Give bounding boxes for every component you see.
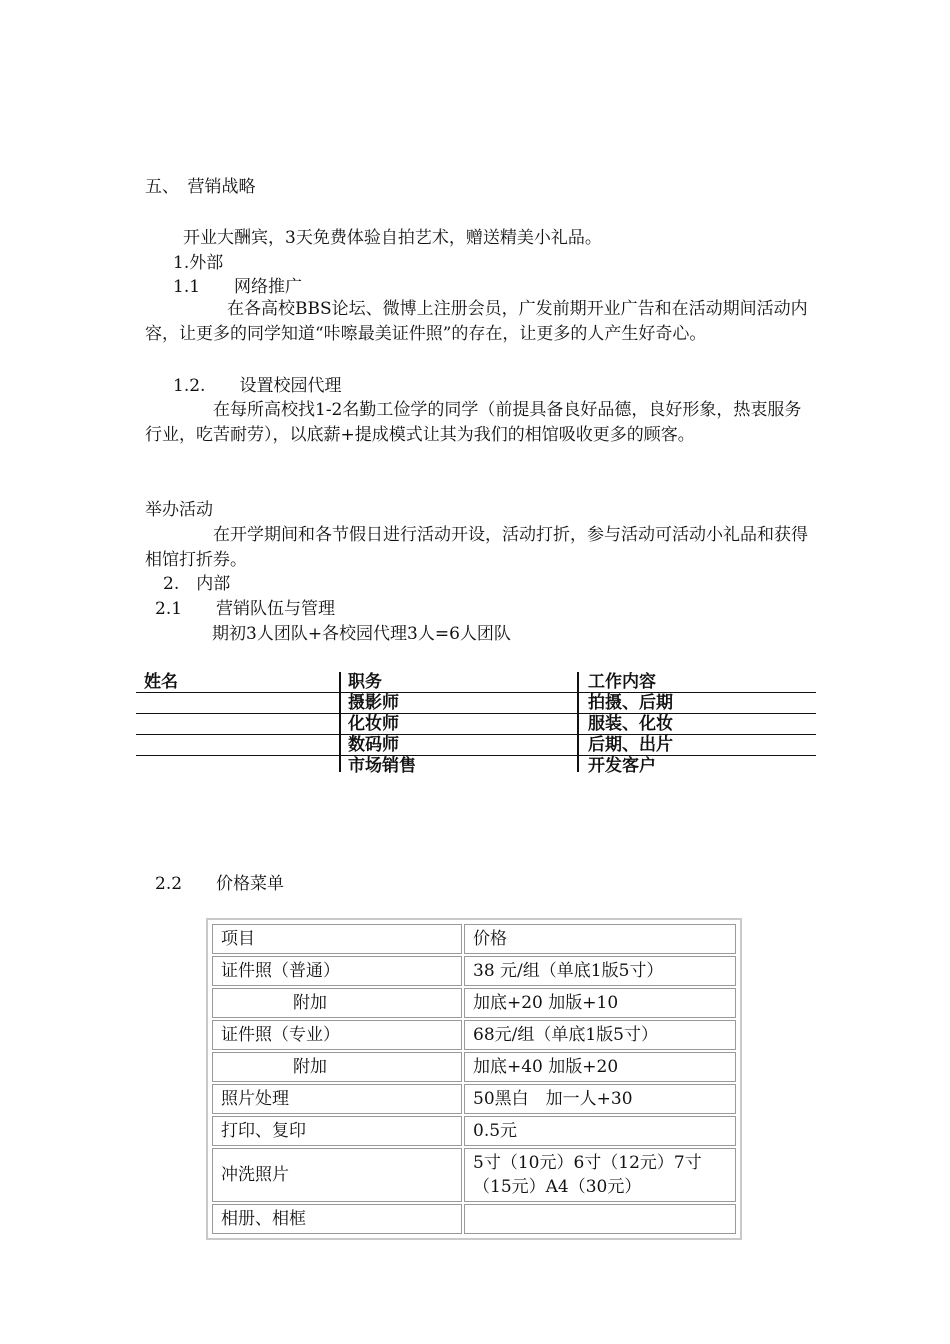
campus-agent-text (145, 398, 810, 448)
table-row (136, 735, 816, 756)
staff-duty: 后期、出片 (588, 735, 673, 755)
price-item: 打印、复印 (212, 1116, 462, 1146)
external-heading: 1.外部 (173, 253, 224, 273)
price-item: 证件照（普通） (212, 956, 462, 986)
price-item: 附加 (212, 988, 462, 1018)
price-value: 50黑白 加一人+30 (464, 1084, 736, 1114)
staff-role: 化妆师 (348, 714, 399, 734)
staff-duty: 开发客户 (588, 756, 656, 776)
internal-heading: 2. 内部 (163, 574, 231, 594)
staff-table (136, 672, 816, 776)
price-value: 5寸（10元）6寸（12元）7寸（15元）A4（30元） (464, 1148, 736, 1202)
header-role: 职务 (348, 672, 382, 692)
staff-duty: 服装、化妆 (588, 714, 673, 734)
price-item: 附加 (212, 1052, 462, 1082)
online-promotion-text (145, 297, 810, 347)
staff-table-header (136, 672, 816, 693)
price-item: 相册、相框 (212, 1204, 462, 1234)
header-price: 价格 (464, 924, 736, 954)
table-row (136, 693, 816, 714)
table-row (212, 988, 736, 1018)
table-row (212, 1084, 736, 1114)
table-row (212, 1052, 736, 1082)
activity-text (145, 523, 810, 573)
price-menu-heading: 2.2 价格菜单 (155, 874, 285, 894)
table-row (212, 956, 736, 986)
price-value: 38 元/组（单底1版5寸） (464, 956, 736, 986)
activity-text-content: 在开学期间和各节假日进行活动开设，活动打折，参与活动可活动小礼品和获得相馆打折券。 (145, 525, 808, 570)
activity-heading: 举办活动 (145, 500, 213, 520)
table-row (212, 1204, 736, 1234)
price-table-header (212, 924, 736, 954)
header-name: 姓名 (144, 672, 178, 692)
price-value: 加底+40 加版+20 (464, 1052, 736, 1082)
intro-text: 开业大酬宾，3天免费体验自拍艺术，赠送精美小礼品。 (183, 228, 602, 248)
table-row (212, 1020, 736, 1050)
column-divider (339, 672, 341, 772)
section-title: 五、 营销战略 (145, 177, 256, 197)
team-composition-text: 期初3人团队+各校园代理3人=6人团队 (212, 624, 511, 644)
campus-agent-heading: 1.2. 设置校园代理 (173, 376, 342, 396)
table-row (136, 756, 816, 776)
price-table-grid (210, 922, 738, 1236)
online-promotion-heading: 1.1 网络推广 (173, 277, 303, 297)
header-duty: 工作内容 (588, 672, 656, 692)
price-value: 加底+20 加版+10 (464, 988, 736, 1018)
header-item: 项目 (212, 924, 462, 954)
campus-agent-text-content: 在每所高校找1-2名勤工俭学的同学（前提具备良好品德，良好形象，热衷服务行业，吃苦耐劳），以底薪+提成模式让其为我们的相馆吸收更多的顾客。 (145, 400, 802, 445)
staff-role: 数码师 (348, 735, 399, 755)
price-item: 冲洗照片 (212, 1148, 462, 1202)
staff-role: 摄影师 (348, 693, 399, 713)
price-item: 照片处理 (212, 1084, 462, 1114)
table-row (212, 1116, 736, 1146)
price-item: 证件照（专业） (212, 1020, 462, 1050)
team-management-heading: 2.1 营销队伍与管理 (155, 599, 336, 619)
price-value: 0.5元 (464, 1116, 736, 1146)
price-value: 68元/组（单底1版5寸） (464, 1020, 736, 1050)
online-promotion-text-content: 在各高校BBS论坛、微博上注册会员，广发前期开业广告和在活动期间活动内容，让更多的同学知道“咔嚓最美证件照”的存在，让更多的人产生好奇心。 (145, 299, 808, 344)
price-value (464, 1204, 736, 1234)
table-row (212, 1148, 736, 1202)
price-table (206, 918, 742, 1240)
table-row (136, 714, 816, 735)
column-divider (577, 672, 579, 772)
staff-duty: 拍摄、后期 (588, 693, 673, 713)
staff-role: 市场销售 (348, 756, 416, 776)
